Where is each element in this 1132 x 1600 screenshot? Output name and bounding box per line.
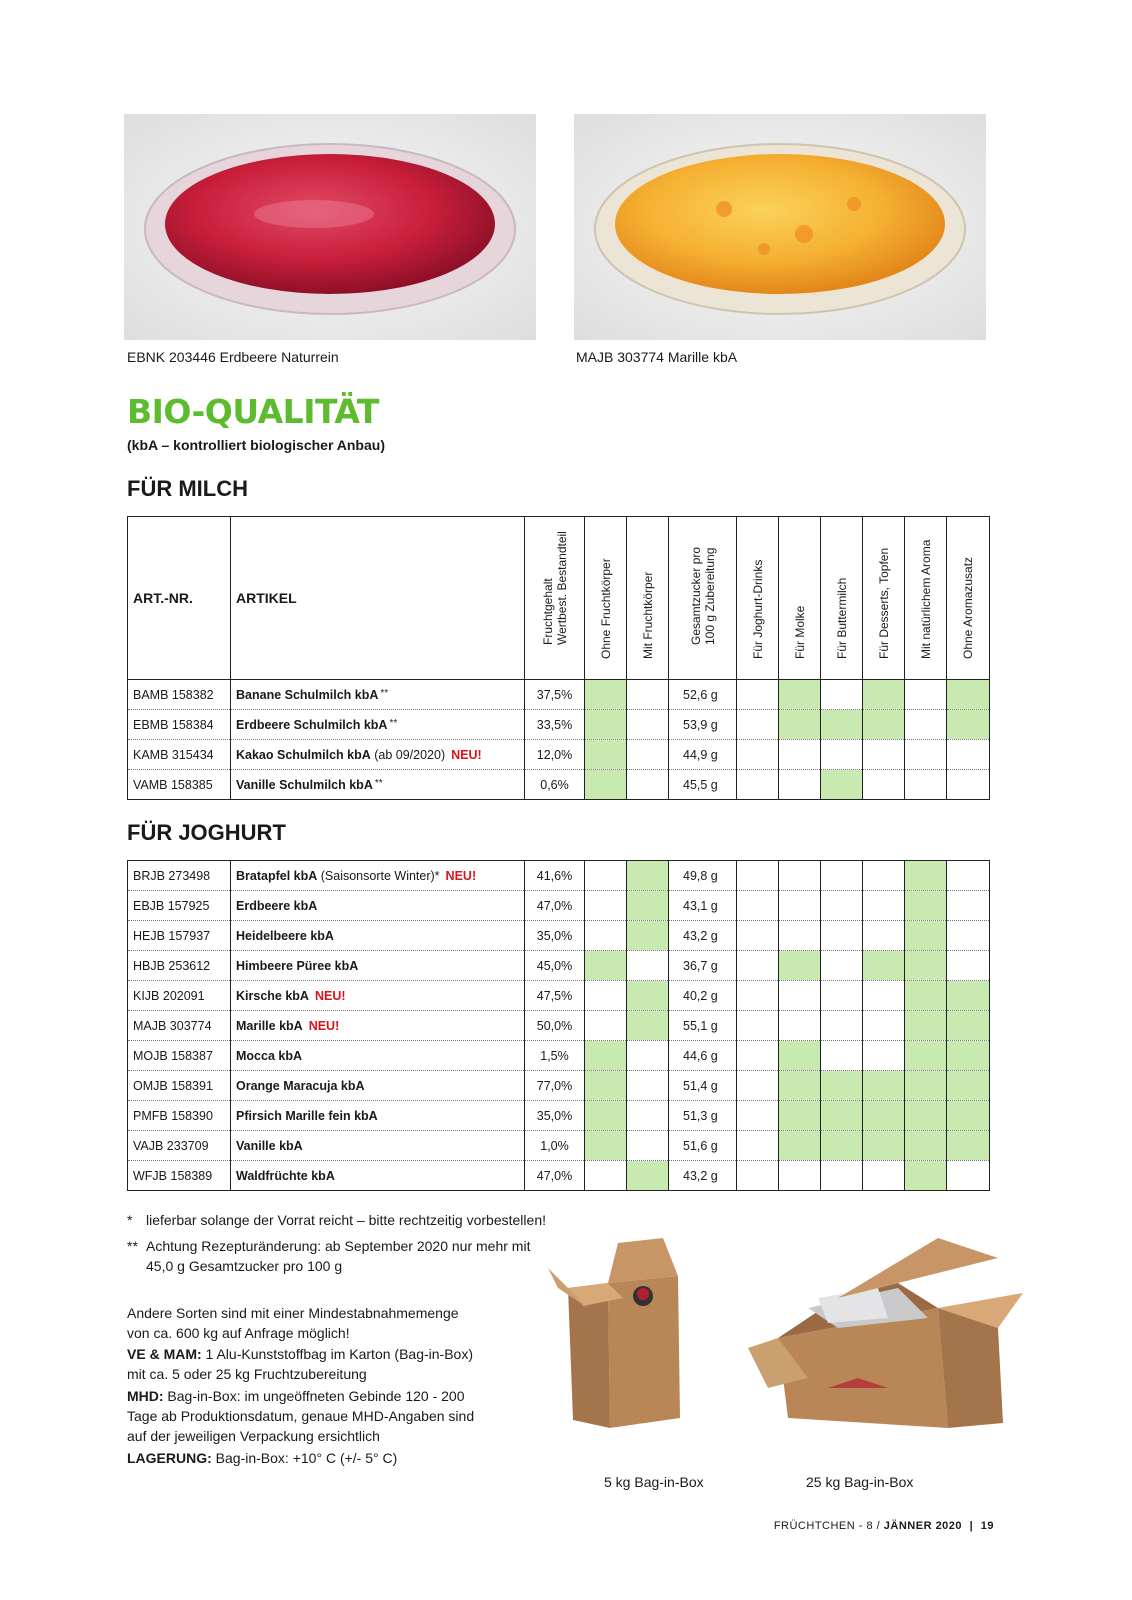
table-row	[128, 1071, 990, 1101]
cell-art-nr: MOJB 158387	[128, 1041, 231, 1071]
cell-flag-ohne-fruchtkoerper	[585, 1041, 627, 1071]
header-fruchtgehalt: Fruchtgehalt Wertbest. Bestandteil	[525, 517, 585, 680]
artikel-name: Waldfrüchte kbA	[236, 1168, 335, 1183]
cell-flag-desserts	[863, 740, 905, 770]
cell-flag-desserts	[863, 1161, 905, 1191]
cell-art-nr: MAJB 303774	[128, 1011, 231, 1041]
cell-flag-mit-fruchtkoerper	[627, 1071, 669, 1101]
cell-gesamtzucker: 40,2 g	[669, 981, 737, 1011]
footnote-double-star-mark: **	[127, 1238, 138, 1254]
cell-flag-ohne-aroma	[947, 1101, 990, 1131]
section-milch-title: FÜR MILCH	[127, 476, 248, 501]
table-row	[128, 861, 990, 891]
note-andere-sorten	[127, 1303, 459, 1343]
note-lagerung-label: LAGERUNG:	[127, 1450, 212, 1466]
cell-flag-natuerliches-aroma	[905, 1101, 947, 1131]
footnote-star-mark: *	[127, 1212, 133, 1228]
cell-artikel	[231, 1131, 525, 1161]
header-art-nr: ART.-NR.	[128, 517, 231, 680]
caption-small-box: 5 kg Bag-in-Box	[604, 1474, 704, 1490]
cell-flag-desserts	[863, 951, 905, 981]
cell-gesamtzucker: 44,9 g	[669, 740, 737, 770]
cell-flag-natuerliches-aroma	[905, 921, 947, 951]
cell-gesamtzucker: 43,2 g	[669, 1161, 737, 1191]
header-ohne-fruchtkoerper: Ohne Fruchtkörper	[585, 517, 627, 680]
cell-flag-ohne-fruchtkoerper	[585, 770, 627, 800]
cell-flag-mit-fruchtkoerper	[627, 1161, 669, 1191]
cell-artikel	[231, 861, 525, 891]
artikel-name: Marille kbA	[236, 1018, 303, 1033]
footer-date: JÄNNER 2020	[883, 1520, 963, 1532]
cell-art-nr: WFJB 158389	[128, 1161, 231, 1191]
cell-gesamtzucker: 44,6 g	[669, 1041, 737, 1071]
cell-flag-ohne-aroma	[947, 1041, 990, 1071]
cell-gesamtzucker: 43,2 g	[669, 921, 737, 951]
milch-table	[127, 516, 990, 800]
cell-flag-mit-fruchtkoerper	[627, 710, 669, 740]
cell-artikel	[231, 770, 525, 800]
cell-flag-ohne-fruchtkoerper	[585, 1131, 627, 1161]
cell-gesamtzucker: 52,6 g	[669, 680, 737, 710]
cell-flag-joghurt-drinks	[737, 1101, 779, 1131]
header-molke: Für Molke	[779, 517, 821, 680]
cell-flag-natuerliches-aroma	[905, 740, 947, 770]
cell-flag-molke	[779, 1161, 821, 1191]
table-row	[128, 1161, 990, 1191]
cell-flag-desserts	[863, 1071, 905, 1101]
cell-flag-ohne-fruchtkoerper	[585, 1101, 627, 1131]
cell-fruchtgehalt: 33,5%	[525, 710, 585, 740]
cell-flag-joghurt-drinks	[737, 710, 779, 740]
cell-flag-joghurt-drinks	[737, 770, 779, 800]
header-mit-fruchtkoerper: Mit Fruchtkörper	[627, 517, 669, 680]
header-ohne-aroma: Ohne Aromazusatz	[947, 517, 990, 680]
artikel-name: Kakao Schulmilch kbA	[236, 747, 371, 762]
cell-flag-buttermilch	[821, 740, 863, 770]
artikel-footnote-mark: **	[380, 687, 389, 699]
cell-flag-ohne-aroma	[947, 740, 990, 770]
table-row	[128, 1101, 990, 1131]
cell-flag-joghurt-drinks	[737, 981, 779, 1011]
cell-gesamtzucker: 43,1 g	[669, 891, 737, 921]
artikel-footnote-mark: **	[374, 777, 383, 789]
cell-flag-ohne-aroma	[947, 1131, 990, 1161]
cell-flag-ohne-fruchtkoerper	[585, 951, 627, 981]
footnote-double-star-line2: 45,0 g Gesamtzucker pro 100 g	[146, 1258, 343, 1274]
cell-flag-mit-fruchtkoerper	[627, 680, 669, 710]
cell-fruchtgehalt: 35,0%	[525, 1101, 585, 1131]
header-gesamtzucker: Gesamtzucker pro 100 g Zubereitung	[669, 517, 737, 680]
artikel-name: Erdbeere kbA	[236, 898, 318, 913]
artikel-name: Heidelbeere kbA	[236, 928, 334, 943]
artikel-name: Erdbeere Schulmilch kbA	[236, 717, 388, 732]
cell-flag-buttermilch	[821, 921, 863, 951]
cell-flag-joghurt-drinks	[737, 1071, 779, 1101]
cell-gesamtzucker: 49,8 g	[669, 861, 737, 891]
table-row	[128, 680, 990, 710]
footnote-star	[127, 1210, 546, 1230]
cell-fruchtgehalt: 50,0%	[525, 1011, 585, 1041]
footnote-double-star-line1: Achtung Rezepturänderung: ab September 2020 nur mehr mit	[146, 1238, 531, 1254]
cell-flag-molke	[779, 710, 821, 740]
neu-badge: NEU!	[308, 1018, 340, 1033]
cell-fruchtgehalt: 1,5%	[525, 1041, 585, 1071]
cell-artikel	[231, 1011, 525, 1041]
table-row	[128, 951, 990, 981]
cell-flag-ohne-fruchtkoerper	[585, 891, 627, 921]
cell-flag-molke	[779, 740, 821, 770]
cell-flag-mit-fruchtkoerper	[627, 1101, 669, 1131]
cell-flag-desserts	[863, 1011, 905, 1041]
photo-marille	[574, 114, 986, 340]
cell-flag-desserts	[863, 710, 905, 740]
cell-flag-ohne-aroma	[947, 951, 990, 981]
cell-flag-molke	[779, 1131, 821, 1161]
cell-flag-mit-fruchtkoerper	[627, 1041, 669, 1071]
cell-flag-buttermilch	[821, 861, 863, 891]
page-title: BIO-QUALITÄT	[127, 392, 379, 431]
cell-flag-molke	[779, 1041, 821, 1071]
cell-art-nr: VAMB 158385	[128, 770, 231, 800]
cell-flag-natuerliches-aroma	[905, 981, 947, 1011]
cell-flag-natuerliches-aroma	[905, 861, 947, 891]
caption-large-box: 25 kg Bag-in-Box	[806, 1474, 914, 1490]
caption-right: MAJB 303774 Marille kbA	[576, 349, 738, 365]
cell-flag-ohne-aroma	[947, 1011, 990, 1041]
cell-art-nr: BRJB 273498	[128, 861, 231, 891]
cell-flag-buttermilch	[821, 710, 863, 740]
cell-flag-joghurt-drinks	[737, 1131, 779, 1161]
cell-art-nr: OMJB 158391	[128, 1071, 231, 1101]
cell-flag-ohne-aroma	[947, 861, 990, 891]
cell-flag-natuerliches-aroma	[905, 1011, 947, 1041]
cell-flag-desserts	[863, 981, 905, 1011]
cell-fruchtgehalt: 47,0%	[525, 891, 585, 921]
cell-fruchtgehalt: 45,0%	[525, 951, 585, 981]
note-andere-line2: von ca. 600 kg auf Anfrage möglich!	[127, 1325, 350, 1341]
note-mhd	[127, 1386, 474, 1446]
artikel-name: Mocca kbA	[236, 1048, 302, 1063]
note-lagerung	[127, 1448, 397, 1468]
cell-artikel	[231, 981, 525, 1011]
neu-badge: NEU!	[314, 988, 346, 1003]
photo-erdbeere	[124, 114, 536, 340]
footnote-star-text: lieferbar solange der Vorrat reicht – bitte rechtzeitig vorbestellen!	[146, 1212, 546, 1228]
caption-left: EBNK 203446 Erdbeere Naturrein	[127, 349, 339, 365]
artikel-extra: (ab 09/2020)	[370, 747, 446, 762]
cell-flag-ohne-fruchtkoerper	[585, 740, 627, 770]
cell-artikel	[231, 1041, 525, 1071]
header-natuerliches-aroma: Mit natürlichem Aroma	[905, 517, 947, 680]
cell-flag-mit-fruchtkoerper	[627, 861, 669, 891]
joghurt-table	[127, 860, 990, 1191]
cell-gesamtzucker: 55,1 g	[669, 1011, 737, 1041]
note-mhd-line1: Bag-in-Box: im ungeöffneten Gebinde 120 - 200	[163, 1388, 465, 1404]
cell-artikel	[231, 1161, 525, 1191]
cell-flag-mit-fruchtkoerper	[627, 951, 669, 981]
cell-flag-desserts	[863, 770, 905, 800]
cell-fruchtgehalt: 77,0%	[525, 1071, 585, 1101]
cell-flag-molke	[779, 770, 821, 800]
cell-fruchtgehalt: 12,0%	[525, 740, 585, 770]
cell-flag-desserts	[863, 1131, 905, 1161]
page-footer: FRÜCHTCHEN - 8 / JÄNNER 2020 | 19	[773, 1520, 994, 1532]
cell-art-nr: KIJB 202091	[128, 981, 231, 1011]
cell-flag-ohne-fruchtkoerper	[585, 680, 627, 710]
note-ve-line2: mit ca. 5 oder 25 kg Fruchtzubereitung	[127, 1366, 367, 1382]
neu-badge: NEU!	[445, 868, 477, 883]
cell-flag-buttermilch	[821, 1161, 863, 1191]
cell-art-nr: EBJB 157925	[128, 891, 231, 921]
cell-flag-buttermilch	[821, 1101, 863, 1131]
cell-gesamtzucker: 53,9 g	[669, 710, 737, 740]
cell-fruchtgehalt: 47,0%	[525, 1161, 585, 1191]
cell-flag-desserts	[863, 891, 905, 921]
cell-flag-natuerliches-aroma	[905, 951, 947, 981]
cell-flag-buttermilch	[821, 951, 863, 981]
table-row	[128, 981, 990, 1011]
table-row	[128, 1131, 990, 1161]
cell-fruchtgehalt: 47,5%	[525, 981, 585, 1011]
cell-flag-ohne-fruchtkoerper	[585, 1161, 627, 1191]
cell-flag-natuerliches-aroma	[905, 770, 947, 800]
table-row	[128, 1011, 990, 1041]
cell-fruchtgehalt: 37,5%	[525, 680, 585, 710]
cell-flag-mit-fruchtkoerper	[627, 740, 669, 770]
cell-flag-mit-fruchtkoerper	[627, 891, 669, 921]
cell-flag-ohne-fruchtkoerper	[585, 861, 627, 891]
cell-flag-buttermilch	[821, 1131, 863, 1161]
cell-fruchtgehalt: 35,0%	[525, 921, 585, 951]
cell-flag-molke	[779, 1071, 821, 1101]
cell-flag-natuerliches-aroma	[905, 1041, 947, 1071]
cell-gesamtzucker: 36,7 g	[669, 951, 737, 981]
cell-flag-joghurt-drinks	[737, 891, 779, 921]
note-mhd-line3: auf der jeweiligen Verpackung ersichtlich	[127, 1428, 380, 1444]
header-buttermilch: Für Buttermilch	[821, 517, 863, 680]
small-box-image	[548, 1228, 688, 1438]
header-joghurt-drinks: Für Joghurt-Drinks	[737, 517, 779, 680]
cell-flag-natuerliches-aroma	[905, 1161, 947, 1191]
cell-artikel	[231, 921, 525, 951]
cell-flag-desserts	[863, 861, 905, 891]
cell-flag-mit-fruchtkoerper	[627, 921, 669, 951]
cell-flag-molke	[779, 861, 821, 891]
cell-fruchtgehalt: 41,6%	[525, 861, 585, 891]
cell-flag-mit-fruchtkoerper	[627, 1131, 669, 1161]
cell-flag-molke	[779, 1011, 821, 1041]
strawberry-dish-image	[124, 114, 536, 340]
cell-gesamtzucker: 51,4 g	[669, 1071, 737, 1101]
cell-flag-joghurt-drinks	[737, 740, 779, 770]
cell-artikel	[231, 1071, 525, 1101]
cell-artikel	[231, 891, 525, 921]
cell-flag-mit-fruchtkoerper	[627, 981, 669, 1011]
cell-flag-desserts	[863, 1101, 905, 1131]
cell-flag-joghurt-drinks	[737, 680, 779, 710]
cell-flag-ohne-fruchtkoerper	[585, 921, 627, 951]
cell-art-nr: HEJB 157937	[128, 921, 231, 951]
cell-flag-molke	[779, 981, 821, 1011]
cell-flag-buttermilch	[821, 891, 863, 921]
cell-flag-desserts	[863, 1041, 905, 1071]
cell-art-nr: HBJB 253612	[128, 951, 231, 981]
note-lagerung-text: Bag-in-Box: +10° C (+/- 5° C)	[211, 1450, 398, 1466]
cell-gesamtzucker: 51,6 g	[669, 1131, 737, 1161]
cell-flag-buttermilch	[821, 1071, 863, 1101]
cell-flag-molke	[779, 951, 821, 981]
cell-flag-ohne-fruchtkoerper	[585, 981, 627, 1011]
artikel-name: Kirsche kbA	[236, 988, 309, 1003]
cell-flag-ohne-aroma	[947, 1161, 990, 1191]
cell-flag-ohne-aroma	[947, 710, 990, 740]
footer-magazine: FRÜCHTCHEN - 8 /	[773, 1520, 884, 1532]
table-row	[128, 891, 990, 921]
cell-flag-ohne-fruchtkoerper	[585, 1071, 627, 1101]
cell-flag-joghurt-drinks	[737, 951, 779, 981]
note-ve-label: VE & MAM:	[127, 1346, 202, 1362]
table-row	[128, 740, 990, 770]
cell-flag-natuerliches-aroma	[905, 1131, 947, 1161]
section-joghurt-title: FÜR JOGHURT	[127, 820, 286, 845]
cell-flag-ohne-aroma	[947, 1071, 990, 1101]
table-row	[128, 710, 990, 740]
cell-artikel	[231, 680, 525, 710]
note-ve-line1: 1 Alu-Kunststoffbag im Karton (Bag-in-Box)	[201, 1346, 473, 1362]
cell-flag-desserts	[863, 680, 905, 710]
large-box-image	[748, 1238, 1028, 1438]
cell-flag-natuerliches-aroma	[905, 710, 947, 740]
cell-flag-buttermilch	[821, 981, 863, 1011]
cell-flag-joghurt-drinks	[737, 921, 779, 951]
note-mhd-line2: Tage ab Produktionsdatum, genaue MHD-Angaben sind	[127, 1408, 475, 1424]
header-artikel: ARTIKEL	[231, 517, 525, 680]
cell-artikel	[231, 740, 525, 770]
cell-flag-molke	[779, 921, 821, 951]
page-subtitle: (kbA – kontrolliert biologischer Anbau)	[127, 437, 385, 453]
cell-flag-joghurt-drinks	[737, 1161, 779, 1191]
cell-flag-buttermilch	[821, 770, 863, 800]
header-desserts: Für Desserts, Topfen	[863, 517, 905, 680]
cell-flag-molke	[779, 891, 821, 921]
cell-gesamtzucker: 51,3 g	[669, 1101, 737, 1131]
cell-flag-ohne-fruchtkoerper	[585, 1011, 627, 1041]
cell-flag-mit-fruchtkoerper	[627, 1011, 669, 1041]
cell-flag-ohne-aroma	[947, 680, 990, 710]
cell-flag-joghurt-drinks	[737, 1041, 779, 1071]
cell-flag-buttermilch	[821, 1011, 863, 1041]
cell-artikel	[231, 710, 525, 740]
cell-flag-natuerliches-aroma	[905, 891, 947, 921]
artikel-name: Pfirsich Marille fein kbA	[236, 1108, 378, 1123]
cell-flag-mit-fruchtkoerper	[627, 770, 669, 800]
cell-art-nr: VAJB 233709	[128, 1131, 231, 1161]
cell-flag-desserts	[863, 921, 905, 951]
neu-badge: NEU!	[451, 747, 482, 762]
cell-flag-ohne-aroma	[947, 891, 990, 921]
artikel-name: Orange Maracuja kbA	[236, 1078, 365, 1093]
artikel-footnote-mark: **	[389, 717, 398, 729]
artikel-extra: (Saisonsorte Winter)*	[317, 868, 440, 883]
apricot-dish-image	[574, 114, 986, 340]
artikel-name: Banane Schulmilch kbA	[236, 687, 379, 702]
cell-fruchtgehalt: 1,0%	[525, 1131, 585, 1161]
artikel-name: Vanille kbA	[236, 1138, 303, 1153]
table-row	[128, 1041, 990, 1071]
cell-flag-ohne-aroma	[947, 921, 990, 951]
cell-fruchtgehalt: 0,6%	[525, 770, 585, 800]
cell-flag-joghurt-drinks	[737, 861, 779, 891]
note-mhd-label: MHD:	[127, 1388, 164, 1404]
cell-flag-ohne-fruchtkoerper	[585, 710, 627, 740]
cell-art-nr: BAMB 158382	[128, 680, 231, 710]
cell-art-nr: EBMB 158384	[128, 710, 231, 740]
cell-flag-molke	[779, 680, 821, 710]
artikel-name: Bratapfel kbA	[236, 868, 318, 883]
table-row	[128, 770, 990, 800]
cell-artikel	[231, 951, 525, 981]
cell-flag-ohne-aroma	[947, 981, 990, 1011]
cell-flag-buttermilch	[821, 680, 863, 710]
note-andere-line1: Andere Sorten sind mit einer Mindestabnahmemenge	[127, 1305, 459, 1321]
note-ve-mam	[127, 1344, 473, 1384]
cell-flag-molke	[779, 1101, 821, 1131]
cell-art-nr: KAMB 315434	[128, 740, 231, 770]
artikel-name: Vanille Schulmilch kbA	[236, 777, 373, 792]
footer-page-number: 19	[980, 1520, 994, 1532]
cell-artikel	[231, 1101, 525, 1131]
cell-flag-natuerliches-aroma	[905, 1071, 947, 1101]
cell-flag-buttermilch	[821, 1041, 863, 1071]
cell-art-nr: PMFB 158390	[128, 1101, 231, 1131]
cell-gesamtzucker: 45,5 g	[669, 770, 737, 800]
table-row	[128, 921, 990, 951]
footnote-double-star	[127, 1236, 531, 1274]
cell-flag-ohne-aroma	[947, 770, 990, 800]
cell-flag-natuerliches-aroma	[905, 680, 947, 710]
artikel-name: Himbeere Püree kbA	[236, 958, 359, 973]
cell-flag-joghurt-drinks	[737, 1011, 779, 1041]
